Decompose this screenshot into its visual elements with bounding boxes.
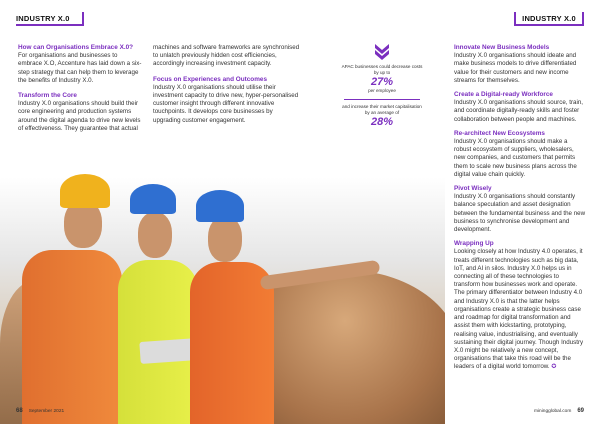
section-heading: How can Organisations Embrace X.0? (18, 44, 134, 51)
section-body (454, 248, 586, 371)
page-number: 68 (16, 408, 23, 414)
section-heading: Pivot Wisely (454, 185, 492, 193)
section-heading: Focus on Experiences and Outcomes (153, 75, 267, 83)
section-heading: Re-architect New Ecosystems (454, 129, 545, 137)
stat-value: 28% (370, 116, 394, 128)
end-of-article-icon: ✪ (551, 363, 557, 371)
section-body: Industry X.0 organisations should source, train, and coordinate digitally-ready skills and foster collaboration between people and machines. (454, 99, 583, 123)
section-body: machines and software frameworks are synchronised to unlatch previously hidden cost efficiencies, accordingly increasing investment capacity. (153, 44, 300, 68)
double-chevron-down-icon (375, 44, 389, 60)
text-column-1 (18, 44, 143, 140)
hard-hat (196, 190, 244, 222)
stat-value: 27% (370, 76, 394, 88)
section-body: Industry X.0 organisations should constantly balance speculation and asset designation between the fundamental business and the new business to synchronise development and development. (454, 193, 586, 234)
text-column-3 (454, 44, 586, 378)
section-heading: Innovate New Business Models (454, 44, 550, 51)
section-heading: Transform the Core (18, 92, 77, 100)
divider (344, 99, 420, 100)
footer-right (534, 408, 584, 414)
stats-callout (340, 44, 424, 128)
section-body: Industry X.0 organisations should make a robust ecosystem of suppliers, wholesalers, new companies, and customers that permits them to scale new business plans across the digital value chain quickly. (454, 138, 577, 178)
page-number: 69 (577, 408, 584, 414)
hard-hat (60, 174, 110, 208)
stat-caption: APAC businesses could decrease costs by up to (341, 64, 423, 75)
site-url[interactable]: miningglobal.com (533, 408, 572, 414)
hard-hat (130, 184, 176, 214)
stat-unit: per employee (368, 88, 396, 93)
issue-date: September 2021 (28, 408, 65, 414)
wrap-up-text: Looking closely at how Industry 4.0 operates, it treats different technologies such as big data, IoT, and AI in silos. Industry X.0 helps us in connecting all of these technologies to transform how businesses work and operate. The primary differentiator between Industry 4.0 and Industry X.0 is that the latter helps organisations create a strategic business case and roadmap for digital transformation and assist them with kickstarting, prototyping, realising value, industrialising, and eventually sustaining their digital journey. Though Industry X.0 might be relatively a new concept, organisations that take this road will be the leaders of a digital world tomorrow. (454, 248, 584, 371)
footer-left (16, 408, 64, 414)
stat-caption: and increase their market capitalisation by an average of (342, 104, 422, 115)
section-body: Industry X.0 organisations should build their core engineering and production systems around the digital agenda to drive new levels of effectiveness. They guarantee that actual (18, 100, 141, 132)
section-heading: Create a Digital-ready Workforce (454, 91, 553, 99)
section-body: Industry X.0 organisations should utilise their investment capacity to drive new, hyper-personalised customer insight through different innovative touchpoints. It develops core businesses by upgrading customer engagement. (153, 83, 299, 124)
section-body: Industry X.0 organisations should ideate and make business models to drive differentiated value for their customers and new income streams for themselves. (454, 52, 577, 84)
section-body: For organisations and businesses to embrace X.O, Accenture has laid down a six-step strategy that can help them to leverage the benefits of Industry X.0. (18, 52, 142, 84)
text-column-2 (153, 44, 301, 132)
engineers-photo (0, 150, 445, 424)
section-heading: Wrapping Up (454, 240, 494, 248)
worker-figure (22, 250, 122, 424)
section-tag-left: INDUSTRY X.0 (16, 12, 84, 26)
section-tag-right: INDUSTRY X.0 (514, 12, 584, 26)
